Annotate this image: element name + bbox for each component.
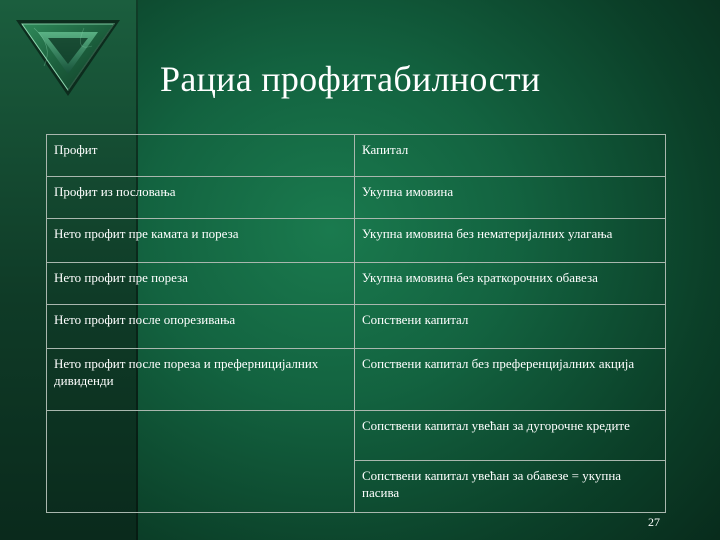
empty-profit-cell — [47, 411, 355, 513]
table-row — [47, 177, 666, 219]
profitability-ratio-table — [46, 134, 666, 513]
table-row — [47, 263, 666, 305]
capital-cell: Сопствени капитал — [355, 305, 666, 349]
table-row — [47, 219, 666, 263]
table-row — [47, 411, 666, 461]
capital-cell: Укупна имовина без нематеријалних улагања — [355, 219, 666, 263]
slide-title: Рациа профитабилности — [160, 59, 541, 99]
table-row — [47, 305, 666, 349]
profit-cell: Профит из пословања — [47, 177, 355, 219]
capital-cell: Сопствени капитал без преференцијалних акција — [355, 349, 666, 411]
profit-cell: Нето профит пре пореза — [47, 263, 355, 305]
table-row — [47, 349, 666, 411]
capital-cell: Сопствени капитал увећан за обавезе = укупна пасива — [355, 461, 666, 513]
profit-cell: Нето профит после пореза и преферницијалних дивиденди — [47, 349, 355, 411]
page-number: 27 — [648, 515, 660, 529]
header-profit-cell: Профит — [47, 135, 355, 177]
profit-cell: Нето профит пре камата и пореза — [47, 219, 355, 263]
capital-cell: Сопствени капитал увећан за дугорочне кредите — [355, 411, 666, 461]
table-header-row — [47, 135, 666, 177]
green-marble-triangle-icon — [14, 16, 122, 98]
capital-cell: Укупна имовина — [355, 177, 666, 219]
profit-cell: Нето профит после опорезивања — [47, 305, 355, 349]
capital-cell: Укупна имовина без краткорочних обавеза — [355, 263, 666, 305]
header-capital-cell: Капитал — [355, 135, 666, 177]
